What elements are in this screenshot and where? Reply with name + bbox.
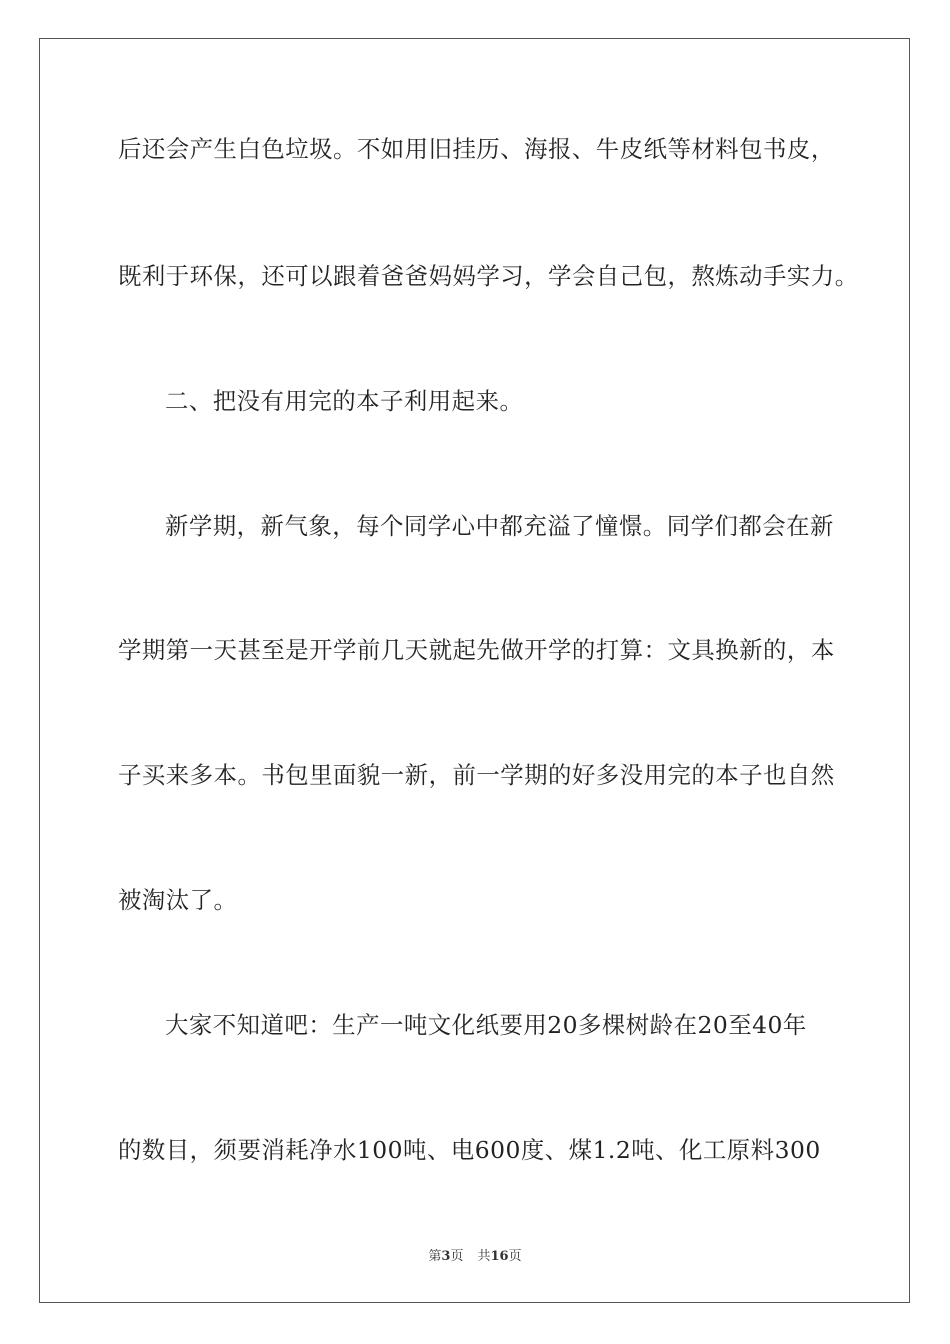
page-prefix: 第 <box>428 1249 442 1264</box>
page-number: 3 <box>441 1249 451 1264</box>
total-suffix: 页 <box>508 1249 522 1264</box>
text-line: 学期第一天甚至是开学前几天就起先做开学的打算：文具换新的，本 <box>118 636 835 664</box>
page-suffix: 页 <box>450 1249 464 1264</box>
text-line: 大家不知道吧：生产一吨文化纸要用20多棵树龄在20至40年 <box>165 1011 807 1039</box>
page-border <box>39 38 910 1303</box>
page-footer <box>0 1249 950 1265</box>
text-line: 被淘汰了。 <box>118 886 238 914</box>
section-heading: 二、把没有用完的本子利用起来。 <box>165 387 524 415</box>
text-line: 后还会产生白色垃圾。不如用旧挂历、海报、牛皮纸等材料包书皮， <box>118 135 835 163</box>
text-line: 的数目，须要消耗净水100吨、电600度、煤1.2吨、化工原料300 <box>118 1136 821 1164</box>
total-pages: 16 <box>490 1249 509 1264</box>
text-line: 既利于环保，还可以跟着爸爸妈妈学习，学会自己包，熬炼动手实力。 <box>118 262 859 290</box>
text-line: 新学期，新气象，每个同学心中都充溢了憧憬。同学们都会在新 <box>165 512 834 540</box>
total-prefix: 共 <box>477 1249 491 1264</box>
text-line: 子买来多本。书包里面貌一新，前一学期的好多没用完的本子也自然 <box>118 761 835 789</box>
